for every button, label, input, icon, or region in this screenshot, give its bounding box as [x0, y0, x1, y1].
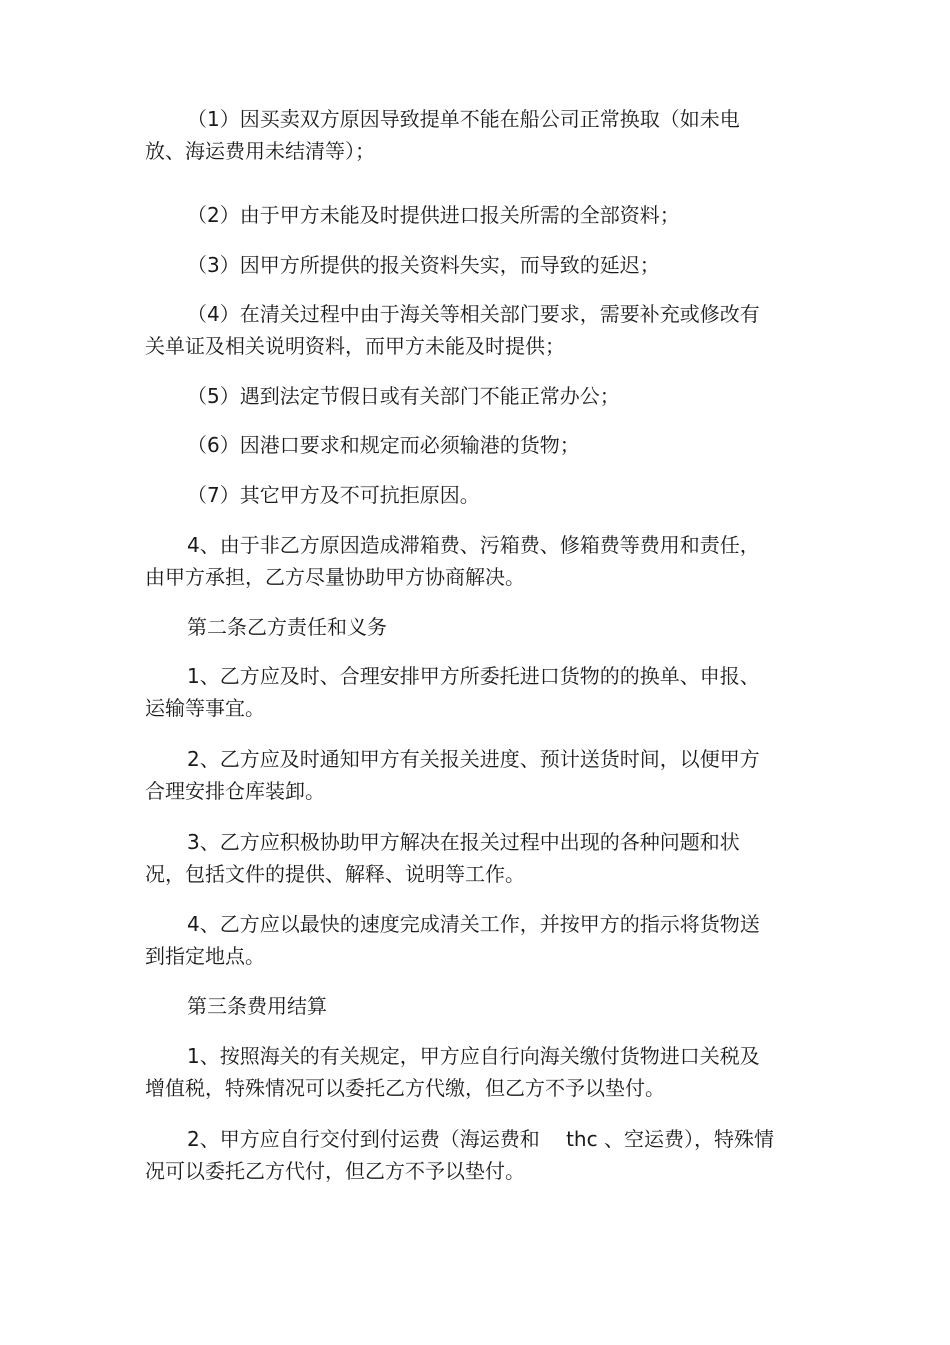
paragraph-fee-settlement-1: 1、按照海关的有关规定，甲方应自行向海关缴付货物进口关税及增值税，特殊情况可以委托乙方代缴，但乙方不予以垫付。 [145, 1044, 760, 1100]
paragraph-item-4-supplementary-documents: （4）在清关过程中由于海关等相关部门要求，需要补充或修改有关单证及相关说明资料，而甲方未能及时提供； [145, 302, 760, 358]
paragraph-item-3-false-documents: （3）因甲方所提供的报关资料失实，而导致的延迟； [187, 253, 660, 277]
paragraph-item-2-customs-documents: （2）由于甲方未能及时提供进口报关所需的全部资料； [187, 203, 680, 227]
paragraph-item-6-port-requirements: （6）因港口要求和规定而必须输港的货物； [187, 433, 580, 457]
paragraph-item-1-bill-of-lading: （1）因买卖双方原因导致提单不能在船公司正常换取（如未电放、海运费用未结清等）； [145, 107, 740, 163]
paragraph-party-b-duty-2: 2、乙方应及时通知甲方有关报关进度、预计送货时间，以便甲方合理安排仓库装卸。 [145, 747, 760, 803]
paragraph-party-b-duty-4: 4、乙方应以最快的速度完成清关工作，并按甲方的指示将货物送到指定地点。 [145, 912, 760, 968]
section-heading-article-2: 第二条乙方责任和义务 [187, 615, 387, 639]
paragraph-item-5-holidays: （5）遇到法定节假日或有关部门不能正常办公； [187, 384, 620, 408]
paragraph-fee-settlement-2: 2、甲方应自行交付到付运费（海运费和 thc 、空运费），特殊情况可以委托乙方代付，但乙方不予以垫付。 [145, 1127, 774, 1183]
paragraph-item-7-force-majeure: （7）其它甲方及不可抗拒原因。 [187, 483, 480, 507]
paragraph-party-b-duty-1: 1、乙方应及时、合理安排甲方所委托进口货物的的换单、申报、运输等事宜。 [145, 664, 760, 720]
paragraph-party-b-duty-3: 3、乙方应积极协助甲方解决在报关过程中出现的各种问题和状况，包括文件的提供、解释、说明等工作。 [145, 830, 740, 886]
paragraph-clause-4-container-fees: 4、由于非乙方原因造成滞箱费、污箱费、修箱费等费用和责任，由甲方承担，乙方尽量协助甲方协商解决。 [145, 533, 760, 589]
section-heading-article-3: 第三条费用结算 [187, 994, 327, 1018]
